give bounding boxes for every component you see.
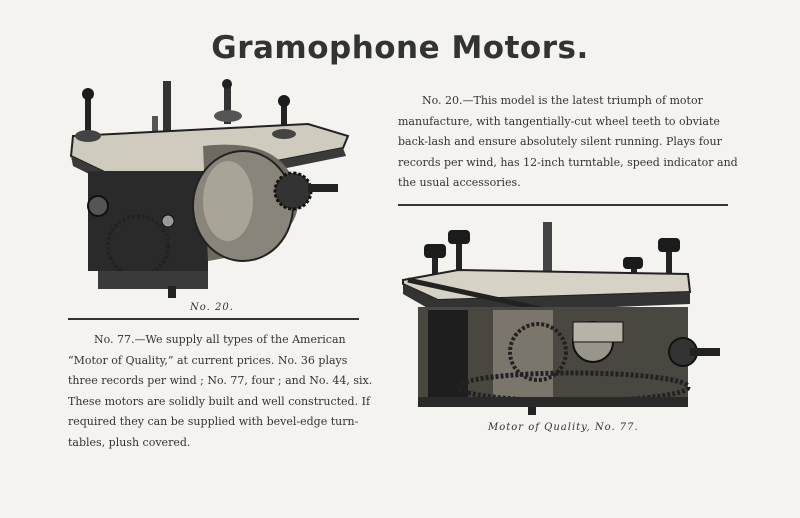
paragraph-line: These motors are solidly built and well constructed. If — [68, 394, 371, 408]
divider-left — [68, 318, 359, 320]
paragraph-line: No. 20.—This model is the latest triumph of motor — [422, 94, 703, 107]
motor-no20-illustration — [68, 76, 353, 301]
paragraph-line: the usual accessories. — [398, 176, 521, 189]
paragraph-line: “Motor of Quality,” at current prices. No. 36 plays — [68, 353, 348, 367]
motor-no77-illustration — [398, 222, 728, 417]
figure-caption-no77: Motor of Quality, No. 77. — [488, 422, 639, 433]
paragraph-no20 — [398, 91, 738, 194]
paragraph-line: required they can be supplied with bevel-edge turn- — [68, 415, 359, 428]
paragraph-line: No. 77.—We supply all types of the American — [94, 333, 346, 346]
paragraph-line: back-lash and ensure absolutely silent running. Plays four — [398, 135, 722, 148]
figure-caption-no20: No. 20. — [190, 302, 234, 313]
page-title: Gramophone Motors. — [211, 30, 589, 66]
paragraph-no77 — [68, 330, 373, 453]
paragraph-line: three records per wind ; No. 77, four ; and No. 44, six. — [68, 374, 373, 387]
divider-right — [398, 204, 728, 206]
paragraph-line: tables, plush covered. — [68, 435, 191, 449]
paragraph-line: records per wind, has 12-inch turntable, speed indicator and — [398, 155, 738, 169]
paragraph-line: manufacture, with tangentially-cut wheel teeth to obviate — [398, 114, 720, 128]
